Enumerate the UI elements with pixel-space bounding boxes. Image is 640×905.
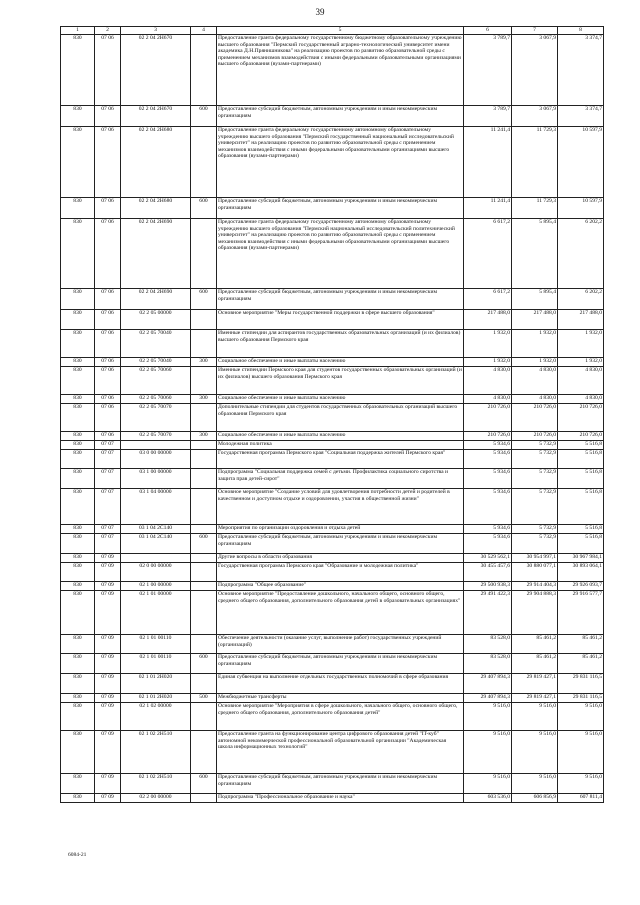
target-article-code: 02 2 00 00000 bbox=[121, 794, 191, 803]
amount-year-2: 1 932,0 bbox=[512, 358, 558, 367]
amount-year-2: 606 856,9 bbox=[512, 794, 558, 803]
section-code: 07 06 bbox=[95, 432, 121, 441]
expense-type-code bbox=[191, 35, 217, 106]
ministry-code: 830 bbox=[61, 591, 95, 635]
amount-year-2: 9 516,0 bbox=[512, 774, 558, 794]
amount-year-1: 30 455 457,6 bbox=[464, 563, 512, 582]
ministry-code: 830 bbox=[61, 441, 95, 450]
section-code: 07 07 bbox=[95, 489, 121, 525]
amount-year-2: 5 895,4 bbox=[512, 289, 558, 310]
expense-type-code: 600 bbox=[191, 106, 217, 127]
item-description: Дополнительные стипендии для студентов государственных образовательных организаций высшего образования Пермского края bbox=[217, 404, 464, 432]
amount-year-1: 29 407 894,3 bbox=[464, 674, 512, 694]
ministry-code: 830 bbox=[61, 127, 95, 198]
expense-type-code bbox=[191, 330, 217, 358]
target-article-code: 02 1 00 00000 bbox=[121, 582, 191, 591]
ministry-code: 830 bbox=[61, 694, 95, 703]
amount-year-2: 210 726,0 bbox=[512, 404, 558, 432]
item-description: Предоставление субсидий бюджетным, автономным учреждениям и иным некоммерческим организациям bbox=[217, 774, 464, 794]
amount-year-3: 6 202,2 bbox=[558, 219, 604, 289]
table-row bbox=[61, 127, 604, 198]
expense-type-code bbox=[191, 367, 217, 395]
amount-year-1: 11 241,4 bbox=[464, 127, 512, 198]
amount-year-1: 5 934,6 bbox=[464, 489, 512, 525]
expense-type-code bbox=[191, 219, 217, 289]
ministry-code: 830 bbox=[61, 703, 95, 731]
section-code: 07 06 bbox=[95, 127, 121, 198]
section-code: 07 09 bbox=[95, 635, 121, 654]
expense-type-code bbox=[191, 674, 217, 694]
item-description: Межбюджетные трансферты bbox=[217, 694, 464, 703]
target-article-code: 02 2 04 2Н690 bbox=[121, 219, 191, 289]
ministry-code: 830 bbox=[61, 469, 95, 489]
amount-year-2: 9 516,0 bbox=[512, 703, 558, 731]
section-code: 07 06 bbox=[95, 358, 121, 367]
column-header: 2 bbox=[95, 27, 121, 35]
amount-year-1: 3 789,7 bbox=[464, 35, 512, 106]
item-description: Именные стипендии для аспирантов государственных образовательных организаций (и их филиалов) высшего образования Пермского края bbox=[217, 330, 464, 358]
ministry-code: 830 bbox=[61, 774, 95, 794]
table-row bbox=[61, 674, 604, 694]
expense-type-code bbox=[191, 563, 217, 582]
item-description: Предоставление гранта на функционирование центра цифрового образования детей "IT-куб" автономной некоммерческой профессиональной образовательной организации "Академическая школа информационных технологий" bbox=[217, 731, 464, 774]
amount-year-3: 1 932,0 bbox=[558, 358, 604, 367]
amount-year-1: 9 516,0 bbox=[464, 774, 512, 794]
item-description: Предоставление субсидий бюджетным, автономным учреждениям и иным некоммерческим организациям bbox=[217, 654, 464, 674]
table-row bbox=[61, 582, 604, 591]
table-row bbox=[61, 367, 604, 395]
section-code: 07 06 bbox=[95, 310, 121, 330]
column-number-row bbox=[61, 27, 604, 35]
item-description: Именные стипендии Пермского края для студентов государственных образовательных организаций (и их филиалов) высшего образования Пермского края bbox=[217, 367, 464, 395]
item-description: Обеспечение деятельности (оказание услуг, выполнение работ) государственных учреждений (организаций) bbox=[217, 635, 464, 654]
item-description: Социальное обеспечение и иные выплаты населению bbox=[217, 432, 464, 441]
amount-year-2: 9 516,0 bbox=[512, 731, 558, 774]
expense-type-code: 600 bbox=[191, 654, 217, 674]
item-description: Социальное обеспечение и иные выплаты населению bbox=[217, 358, 464, 367]
ministry-code: 830 bbox=[61, 289, 95, 310]
ministry-code: 830 bbox=[61, 525, 95, 534]
expense-type-code: 600 bbox=[191, 534, 217, 554]
amount-year-2: 5 732,9 bbox=[512, 469, 558, 489]
expense-type-code bbox=[191, 489, 217, 525]
ministry-code: 830 bbox=[61, 310, 95, 330]
item-description: Предоставление гранта федеральному государственному автономному образовательному учреждению высшего образования "Пермский государственный национальный исследовательский университет" на реализацию проектов по развитию образовательной среды с применением механизмов взаимодействия с иными федеральными образовательными организациями высшего образования (вузами-партнерами) bbox=[217, 127, 464, 198]
amount-year-3: 4 830,0 bbox=[558, 367, 604, 395]
target-article-code: 02 2 05 70040 bbox=[121, 358, 191, 367]
amount-year-1: 210 726,0 bbox=[464, 404, 512, 432]
amount-year-3: 3 374,7 bbox=[558, 35, 604, 106]
amount-year-1: 3 789,7 bbox=[464, 106, 512, 127]
amount-year-1: 4 830,0 bbox=[464, 395, 512, 404]
ministry-code: 830 bbox=[61, 198, 95, 219]
expense-type-code bbox=[191, 469, 217, 489]
expense-type-code: 600 bbox=[191, 774, 217, 794]
ministry-code: 830 bbox=[61, 358, 95, 367]
section-code: 07 09 bbox=[95, 563, 121, 582]
amount-year-3: 30 967 984,1 bbox=[558, 554, 604, 563]
section-code: 07 09 bbox=[95, 591, 121, 635]
section-code: 07 09 bbox=[95, 674, 121, 694]
ministry-code: 830 bbox=[61, 489, 95, 525]
item-description: Другие вопросы в области образования bbox=[217, 554, 464, 563]
table-row bbox=[61, 358, 604, 367]
budget-table bbox=[60, 26, 604, 803]
target-article-code: 03 1 04 2С140 bbox=[121, 525, 191, 534]
amount-year-1: 30 529 562,1 bbox=[464, 554, 512, 563]
amount-year-2: 5 895,4 bbox=[512, 219, 558, 289]
expense-type-code bbox=[191, 441, 217, 450]
amount-year-1: 210 726,0 bbox=[464, 432, 512, 441]
amount-year-2: 29 914 404,3 bbox=[512, 582, 558, 591]
section-code: 07 09 bbox=[95, 731, 121, 774]
item-description: Государственная программа Пермского края "Социальная поддержка жителей Пермского края" bbox=[217, 450, 464, 469]
target-article-code: 03 1 04 00000 bbox=[121, 489, 191, 525]
column-header: 7 bbox=[512, 27, 558, 35]
section-code: 07 09 bbox=[95, 554, 121, 563]
expense-type-code bbox=[191, 127, 217, 198]
table-row bbox=[61, 731, 604, 774]
amount-year-2: 30 880 077,1 bbox=[512, 563, 558, 582]
table-row bbox=[61, 774, 604, 794]
table-row bbox=[61, 404, 604, 432]
amount-year-2: 5 732,9 bbox=[512, 534, 558, 554]
expense-type-code bbox=[191, 582, 217, 591]
expense-type-code bbox=[191, 310, 217, 330]
ministry-code: 830 bbox=[61, 106, 95, 127]
ministry-code: 830 bbox=[61, 635, 95, 654]
section-code: 07 06 bbox=[95, 219, 121, 289]
amount-year-3: 5 516,8 bbox=[558, 441, 604, 450]
column-header: 4 bbox=[191, 27, 217, 35]
amount-year-2: 29 904 888,3 bbox=[512, 591, 558, 635]
section-code: 07 06 bbox=[95, 106, 121, 127]
amount-year-2: 11 729,3 bbox=[512, 198, 558, 219]
expense-type-code bbox=[191, 404, 217, 432]
target-article-code: 02 1 02 00000 bbox=[121, 703, 191, 731]
amount-year-2: 5 732,9 bbox=[512, 525, 558, 534]
target-article-code: 02 2 04 2Н680 bbox=[121, 127, 191, 198]
target-article-code bbox=[121, 554, 191, 563]
ministry-code: 830 bbox=[61, 731, 95, 774]
column-header: 5 bbox=[217, 27, 464, 35]
target-article-code bbox=[121, 441, 191, 450]
target-article-code: 02 1 01 00110 bbox=[121, 635, 191, 654]
expense-type-code bbox=[191, 554, 217, 563]
item-description: Предоставление субсидий бюджетным, автономным учреждениям и иным некоммерческим организациям bbox=[217, 289, 464, 310]
item-description: Предоставление субсидий бюджетным, автономным учреждениям и иным некоммерческим организациям bbox=[217, 198, 464, 219]
amount-year-3: 30 893 064,1 bbox=[558, 563, 604, 582]
ministry-code: 830 bbox=[61, 330, 95, 358]
ministry-code: 830 bbox=[61, 582, 95, 591]
table-row bbox=[61, 525, 604, 534]
ministry-code: 830 bbox=[61, 674, 95, 694]
footer-code: 6084-21 bbox=[68, 852, 87, 858]
column-header: 1 bbox=[61, 27, 95, 35]
amount-year-3: 5 516,8 bbox=[558, 469, 604, 489]
item-description: Предоставление субсидий бюджетным, автономным учреждениям и иным некоммерческим организациям bbox=[217, 534, 464, 554]
amount-year-1: 83 528,0 bbox=[464, 635, 512, 654]
table-row bbox=[61, 469, 604, 489]
table-row bbox=[61, 635, 604, 654]
ministry-code: 830 bbox=[61, 450, 95, 469]
amount-year-2: 3 067,9 bbox=[512, 106, 558, 127]
target-article-code: 02 1 01 2Н020 bbox=[121, 694, 191, 703]
section-code: 07 07 bbox=[95, 525, 121, 534]
section-code: 07 09 bbox=[95, 703, 121, 731]
section-code: 07 06 bbox=[95, 198, 121, 219]
table-row bbox=[61, 591, 604, 635]
amount-year-2: 5 732,9 bbox=[512, 441, 558, 450]
amount-year-3: 85 461,2 bbox=[558, 635, 604, 654]
amount-year-3: 4 830,0 bbox=[558, 395, 604, 404]
item-description: Мероприятия по организации оздоровления и отдыха детей bbox=[217, 525, 464, 534]
target-article-code: 02 2 05 70040 bbox=[121, 330, 191, 358]
amount-year-3: 9 516,0 bbox=[558, 703, 604, 731]
amount-year-3: 29 926 093,7 bbox=[558, 582, 604, 591]
section-code: 07 06 bbox=[95, 35, 121, 106]
target-article-code: 02 1 01 2Н020 bbox=[121, 674, 191, 694]
amount-year-2: 29 819 427,1 bbox=[512, 674, 558, 694]
ministry-code: 830 bbox=[61, 794, 95, 803]
section-code: 07 09 bbox=[95, 694, 121, 703]
expense-type-code: 300 bbox=[191, 432, 217, 441]
amount-year-1: 6 617,2 bbox=[464, 219, 512, 289]
expense-type-code bbox=[191, 635, 217, 654]
item-description: Основное мероприятие "Создание условий для удовлетворения потребности детей и родителей в качественном и доступном отдыхе и оздоровлении, участия в общественной жизни" bbox=[217, 489, 464, 525]
table-row bbox=[61, 554, 604, 563]
amount-year-3: 3 374,7 bbox=[558, 106, 604, 127]
item-description: Предоставление гранта федеральному государственному бюджетному образовательному учреждению высшего образования "Пермский государственный аграрно-технологический университет имени академика Д.Н.Прянишникова" на реализацию проектов по развитию образовательной среды с применением механизмов взаимодействия с иными федеральными образовательными организациями высшего образования (вузами-партнерами) bbox=[217, 35, 464, 106]
item-description: Подпрограмма "Профессиональное образование и наука" bbox=[217, 794, 464, 803]
ministry-code: 830 bbox=[61, 554, 95, 563]
amount-year-3: 607 811,4 bbox=[558, 794, 604, 803]
column-header: 8 bbox=[558, 27, 604, 35]
amount-year-1: 5 934,6 bbox=[464, 525, 512, 534]
amount-year-3: 10 597,9 bbox=[558, 127, 604, 198]
amount-year-2: 4 830,0 bbox=[512, 395, 558, 404]
section-code: 07 06 bbox=[95, 395, 121, 404]
section-code: 07 09 bbox=[95, 774, 121, 794]
table-row bbox=[61, 198, 604, 219]
target-article-code: 02 2 04 2Н670 bbox=[121, 35, 191, 106]
expense-type-code: 300 bbox=[191, 395, 217, 404]
ministry-code: 830 bbox=[61, 563, 95, 582]
expense-type-code bbox=[191, 703, 217, 731]
amount-year-3: 29 831 116,5 bbox=[558, 674, 604, 694]
section-code: 07 06 bbox=[95, 404, 121, 432]
target-article-code: 02 1 02 2Н510 bbox=[121, 774, 191, 794]
ministry-code: 830 bbox=[61, 534, 95, 554]
table-row bbox=[61, 330, 604, 358]
item-description: Государственная программа Пермского края "Образование и молодежная политика" bbox=[217, 563, 464, 582]
table-row bbox=[61, 450, 604, 469]
amount-year-3: 210 726,0 bbox=[558, 432, 604, 441]
amount-year-2: 3 067,9 bbox=[512, 35, 558, 106]
amount-year-1: 4 830,0 bbox=[464, 367, 512, 395]
target-article-code: 03 1 00 00000 bbox=[121, 469, 191, 489]
item-description: Основное мероприятие "Меры государственной поддержки в сфере высшего образования" bbox=[217, 310, 464, 330]
item-description: Подпрограмма "Социальная поддержка семей с детьми. Профилактика социального сиротства и защита прав детей-сирот" bbox=[217, 469, 464, 489]
expense-type-code: 600 bbox=[191, 289, 217, 310]
amount-year-3: 9 516,0 bbox=[558, 731, 604, 774]
expense-type-code: 500 bbox=[191, 694, 217, 703]
amount-year-1: 5 934,6 bbox=[464, 441, 512, 450]
table-row bbox=[61, 794, 604, 803]
expense-type-code bbox=[191, 731, 217, 774]
amount-year-3: 1 932,0 bbox=[558, 330, 604, 358]
amount-year-1: 5 934,6 bbox=[464, 534, 512, 554]
amount-year-2: 29 819 427,1 bbox=[512, 694, 558, 703]
target-article-code: 02 2 05 70070 bbox=[121, 432, 191, 441]
amount-year-1: 11 241,4 bbox=[464, 198, 512, 219]
amount-year-3: 210 726,0 bbox=[558, 404, 604, 432]
section-code: 07 09 bbox=[95, 582, 121, 591]
amount-year-2: 5 732,9 bbox=[512, 489, 558, 525]
amount-year-3: 5 516,8 bbox=[558, 534, 604, 554]
section-code: 07 06 bbox=[95, 367, 121, 395]
item-description: Единая субвенция на выполнение отдельных государственных полномочий в сфере образования bbox=[217, 674, 464, 694]
target-article-code: 02 2 05 70060 bbox=[121, 367, 191, 395]
amount-year-3: 10 597,9 bbox=[558, 198, 604, 219]
table-row bbox=[61, 432, 604, 441]
table-row bbox=[61, 395, 604, 404]
amount-year-1: 5 934,6 bbox=[464, 469, 512, 489]
amount-year-3: 5 516,8 bbox=[558, 525, 604, 534]
amount-year-1: 9 516,0 bbox=[464, 731, 512, 774]
table-row bbox=[61, 289, 604, 310]
section-code: 07 07 bbox=[95, 534, 121, 554]
target-article-code: 03 1 04 2С140 bbox=[121, 534, 191, 554]
amount-year-1: 29 407 894,3 bbox=[464, 694, 512, 703]
amount-year-1: 9 516,0 bbox=[464, 703, 512, 731]
amount-year-1: 83 528,0 bbox=[464, 654, 512, 674]
ministry-code: 830 bbox=[61, 219, 95, 289]
amount-year-1: 29 500 938,3 bbox=[464, 582, 512, 591]
amount-year-2: 1 932,0 bbox=[512, 330, 558, 358]
amount-year-2: 11 729,3 bbox=[512, 127, 558, 198]
section-code: 07 09 bbox=[95, 654, 121, 674]
amount-year-3: 5 516,8 bbox=[558, 450, 604, 469]
table-row bbox=[61, 654, 604, 674]
expense-type-code bbox=[191, 525, 217, 534]
item-description: Социальное обеспечение и иные выплаты населению bbox=[217, 395, 464, 404]
expense-type-code: 300 bbox=[191, 358, 217, 367]
target-article-code: 02 2 05 00000 bbox=[121, 310, 191, 330]
column-header: 6 bbox=[464, 27, 512, 35]
target-article-code: 02 2 05 70070 bbox=[121, 404, 191, 432]
table-row bbox=[61, 563, 604, 582]
ministry-code: 830 bbox=[61, 367, 95, 395]
amount-year-1: 603 536,0 bbox=[464, 794, 512, 803]
amount-year-1: 1 932,0 bbox=[464, 358, 512, 367]
column-header: 3 bbox=[121, 27, 191, 35]
target-article-code: 02 0 00 00000 bbox=[121, 563, 191, 582]
target-article-code: 02 2 04 2Н680 bbox=[121, 198, 191, 219]
item-description: Подпрограмма "Общее образование" bbox=[217, 582, 464, 591]
amount-year-3: 6 202,2 bbox=[558, 289, 604, 310]
ministry-code: 830 bbox=[61, 404, 95, 432]
section-code: 07 09 bbox=[95, 794, 121, 803]
item-description: Молодежная политика bbox=[217, 441, 464, 450]
ministry-code: 830 bbox=[61, 654, 95, 674]
amount-year-3: 9 516,0 bbox=[558, 774, 604, 794]
item-description: Основное мероприятие "Предоставление дошкольного, начального общего, основного общего, среднего общего образования, дополнительного образования детей в образовательных организациях" bbox=[217, 591, 464, 635]
table-row bbox=[61, 534, 604, 554]
amount-year-1: 217 488,0 bbox=[464, 310, 512, 330]
table-row bbox=[61, 703, 604, 731]
section-code: 07 07 bbox=[95, 469, 121, 489]
section-code: 07 06 bbox=[95, 289, 121, 310]
target-article-code: 02 2 04 2Н690 bbox=[121, 289, 191, 310]
page-number: 39 bbox=[315, 7, 325, 17]
item-description: Предоставление субсидий бюджетным, автономным учреждениям и иным некоммерческим организациям bbox=[217, 106, 464, 127]
ministry-code: 830 bbox=[61, 432, 95, 441]
amount-year-2: 30 954 997,1 bbox=[512, 554, 558, 563]
amount-year-3: 85 461,2 bbox=[558, 654, 604, 674]
section-code: 07 07 bbox=[95, 441, 121, 450]
table-row bbox=[61, 694, 604, 703]
amount-year-1: 29 491 422,3 bbox=[464, 591, 512, 635]
expense-type-code bbox=[191, 450, 217, 469]
table-row bbox=[61, 489, 604, 525]
ministry-code: 830 bbox=[61, 35, 95, 106]
amount-year-3: 29 916 577,7 bbox=[558, 591, 604, 635]
table-row bbox=[61, 219, 604, 289]
expense-type-code bbox=[191, 794, 217, 803]
amount-year-3: 29 831 116,5 bbox=[558, 694, 604, 703]
table-row bbox=[61, 310, 604, 330]
amount-year-1: 1 932,0 bbox=[464, 330, 512, 358]
item-description: Предоставление гранта федеральному государственному автономному образовательному учреждению высшего образования "Пермский национальный исследовательский политехнический университет" на реализацию проектов по развитию образовательной среды с применением механизмов взаимодействия с иными федеральными образовательными организациями высшего образования (вузами-партнерами) bbox=[217, 219, 464, 289]
amount-year-2: 210 726,0 bbox=[512, 432, 558, 441]
section-code: 07 07 bbox=[95, 450, 121, 469]
table-row bbox=[61, 441, 604, 450]
target-article-code: 02 2 04 2Н670 bbox=[121, 106, 191, 127]
table-body bbox=[61, 35, 604, 803]
target-article-code: 02 1 02 2Н510 bbox=[121, 731, 191, 774]
target-article-code: 02 1 01 00110 bbox=[121, 654, 191, 674]
amount-year-2: 5 732,9 bbox=[512, 450, 558, 469]
item-description: Основное мероприятие "Мероприятия в сфере дошкольного, начального общего, основного общего, среднего общего образования, дополнительного образования детей" bbox=[217, 703, 464, 731]
amount-year-3: 5 516,8 bbox=[558, 489, 604, 525]
amount-year-2: 4 830,0 bbox=[512, 367, 558, 395]
amount-year-2: 85 461,2 bbox=[512, 635, 558, 654]
amount-year-2: 85 461,2 bbox=[512, 654, 558, 674]
table-row bbox=[61, 35, 604, 106]
expense-type-code: 600 bbox=[191, 198, 217, 219]
amount-year-2: 217 488,0 bbox=[512, 310, 558, 330]
amount-year-3: 217 488,0 bbox=[558, 310, 604, 330]
target-article-code: 02 1 01 00000 bbox=[121, 591, 191, 635]
target-article-code: 03 0 00 00000 bbox=[121, 450, 191, 469]
table-row bbox=[61, 106, 604, 127]
expense-type-code bbox=[191, 591, 217, 635]
section-code: 07 06 bbox=[95, 330, 121, 358]
ministry-code: 830 bbox=[61, 395, 95, 404]
target-article-code: 02 2 05 70060 bbox=[121, 395, 191, 404]
amount-year-1: 6 617,2 bbox=[464, 289, 512, 310]
amount-year-1: 5 934,6 bbox=[464, 450, 512, 469]
